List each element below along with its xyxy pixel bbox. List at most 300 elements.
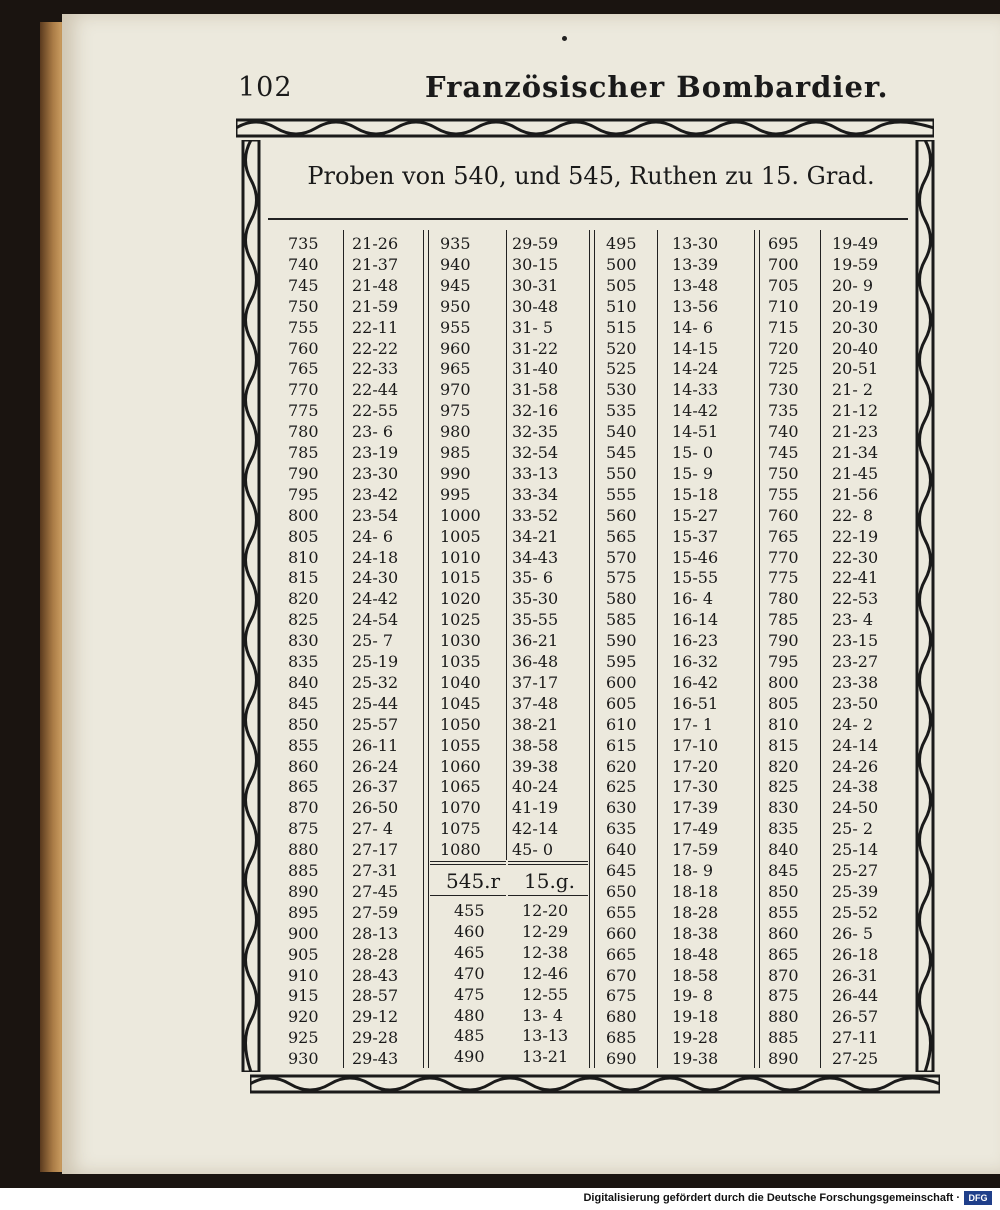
table-cell-angle: 23-30 (352, 463, 399, 483)
footer-credit: Digitalisierung gefördert durch die Deutsche Forschungsgemeinschaft · (583, 1192, 960, 1204)
table-cell-angle: 12-46 (522, 963, 569, 983)
table-cell-angle: 28-13 (352, 923, 399, 943)
table-cell-angle: 14-33 (672, 380, 719, 400)
table-cell-angle: 31-22 (512, 338, 559, 358)
table-cell-distance: 730 (768, 380, 799, 400)
table-cell-distance: 745 (288, 275, 319, 295)
table-cell-distance: 1065 (440, 777, 481, 797)
table-cell-distance: 885 (768, 1028, 799, 1048)
table-cell-angle: 26-57 (832, 1007, 879, 1027)
table-cell-angle: 26-50 (352, 798, 399, 818)
table-cell-angle: 27- 4 (352, 819, 394, 839)
table-cell-angle: 29-59 (512, 234, 559, 253)
table-cell-angle: 14-42 (672, 401, 719, 421)
table-cell-distance: 505 (606, 275, 637, 295)
table-cell-angle: 27-25 (832, 1049, 879, 1069)
table-cell-angle: 22-53 (832, 589, 879, 609)
table-cell-distance: 960 (440, 338, 471, 358)
table-cell-angle: 23-19 (352, 443, 399, 462)
table-cell-angle: 26-18 (832, 944, 879, 964)
table-cell-distance: 680 (606, 1007, 637, 1027)
table-cell-distance: 475 (454, 984, 485, 1004)
table-cell-distance: 1000 (440, 505, 481, 525)
dfg-logo: DFG (964, 1191, 992, 1205)
page-number: 102 (238, 72, 293, 103)
table-cell-distance: 950 (440, 296, 471, 316)
table-cell-distance: 695 (768, 234, 799, 253)
table-cell-angle: 38-58 (512, 735, 559, 755)
table-cell-distance: 915 (288, 986, 319, 1006)
table-cell-distance: 535 (606, 401, 637, 421)
table-cell-angle: 17-20 (672, 756, 719, 776)
table-cell-distance: 760 (768, 505, 799, 525)
table-cell-angle: 25-32 (352, 672, 399, 692)
table-cell-angle: 26-31 (832, 965, 879, 985)
table-cell-angle: 37-48 (512, 693, 559, 713)
table-cell-angle: 27-11 (832, 1028, 879, 1048)
table-cell-angle: 38-21 (512, 714, 559, 734)
table-cell-distance: 1045 (440, 693, 481, 713)
table-cell-distance: 830 (288, 631, 319, 651)
table-cell-angle: 23-15 (832, 631, 879, 651)
table-cell-angle: 14-51 (672, 422, 719, 442)
table-cell-angle: 24-14 (832, 735, 879, 755)
table-cell-angle: 24-54 (352, 610, 399, 630)
table-cell-angle: 22-30 (832, 547, 879, 567)
table-cell-distance: 565 (606, 526, 637, 546)
table-cell-distance: 670 (606, 965, 637, 985)
table-cell-distance: 620 (606, 756, 637, 776)
table-cell-angle: 13-21 (522, 1047, 569, 1067)
table-cell-angle: 33-52 (512, 505, 559, 525)
table-cell-angle: 24- 6 (352, 526, 394, 546)
table-cell-distance: 830 (768, 798, 799, 818)
table-cell-distance: 875 (288, 819, 319, 839)
table-cell-angle: 17-39 (672, 798, 719, 818)
table-cell-distance: 975 (440, 401, 471, 421)
table-cell-distance: 965 (440, 359, 471, 379)
table-cell-distance: 895 (288, 902, 319, 922)
table-cell-angle: 17-59 (672, 840, 719, 860)
table-cell-distance: 525 (606, 359, 637, 379)
table-cell-distance: 920 (288, 1007, 319, 1027)
table-cell-distance: 865 (288, 777, 319, 797)
table-cell-angle: 18-18 (672, 881, 719, 901)
table-cell-angle: 16-51 (672, 693, 719, 713)
table-cell-distance: 720 (768, 338, 799, 358)
table-cell-distance: 890 (768, 1049, 799, 1069)
table-cell-angle: 14-24 (672, 359, 719, 379)
table-cell-distance: 500 (606, 254, 637, 274)
table-cell-distance: 900 (288, 923, 319, 943)
table-cell-angle: 22-11 (352, 317, 399, 337)
table-cell-distance: 770 (768, 547, 799, 567)
table-cell-angle: 29-43 (352, 1049, 399, 1069)
table-cell-distance: 625 (606, 777, 637, 797)
table-cell-angle: 17- 1 (672, 714, 714, 734)
table-cell-distance: 1005 (440, 526, 481, 546)
table-cell-angle: 13-48 (672, 275, 719, 295)
table-cell-distance: 870 (288, 798, 319, 818)
table-cell-distance: 755 (768, 484, 799, 504)
table-cell-distance: 795 (288, 484, 319, 504)
table-cell-angle: 21-37 (352, 254, 399, 274)
table-cell-distance: 780 (288, 422, 319, 442)
table-cell-distance: 910 (288, 965, 319, 985)
table-cell-angle: 19-49 (832, 234, 879, 253)
table-cell-angle: 21-45 (832, 463, 879, 483)
table-cell-angle: 18-48 (672, 944, 719, 964)
table-cell-angle: 31-40 (512, 359, 559, 379)
table-cell-distance: 970 (440, 380, 471, 400)
table-cell-angle: 26- 5 (832, 923, 874, 943)
table-cell-angle: 19-18 (672, 1007, 719, 1027)
table-cell-distance: 810 (288, 547, 319, 567)
table-cell-angle: 23-42 (352, 484, 399, 504)
table-cell-distance: 605 (606, 693, 637, 713)
table-cell-angle: 20-40 (832, 338, 879, 358)
table-cell-angle: 24-18 (352, 547, 399, 567)
table-cell-distance: 955 (440, 317, 471, 337)
table-cell-angle: 14- 6 (672, 317, 714, 337)
table-cell-distance: 775 (288, 401, 319, 421)
table-cell-distance: 595 (606, 652, 637, 671)
table-cell-distance: 510 (606, 296, 637, 316)
table-cell-angle: 15-27 (672, 505, 719, 525)
table-cell-distance: 545 (606, 443, 637, 462)
table-cell-angle: 22-55 (352, 401, 399, 421)
table-cell-angle: 25-52 (832, 902, 879, 922)
table-cell-angle: 30-31 (512, 275, 559, 295)
table-cell-distance: 1035 (440, 652, 481, 671)
table-cell-distance: 645 (606, 861, 637, 880)
table-cell-distance: 760 (288, 338, 319, 358)
table-cell-distance: 825 (768, 777, 799, 797)
table-cell-distance: 540 (606, 422, 637, 442)
table-cell-distance: 480 (454, 1005, 485, 1025)
table-cell-distance: 905 (288, 944, 319, 964)
table-cell-angle: 21-26 (352, 234, 399, 253)
table-cell-angle: 29-28 (352, 1028, 399, 1048)
table-cell-distance: 815 (288, 568, 319, 588)
table-cell-angle: 13- 4 (522, 1005, 564, 1025)
table-cell-angle: 19-38 (672, 1049, 719, 1069)
table-cell-distance: 615 (606, 735, 637, 755)
table-cell-angle: 26-37 (352, 777, 399, 797)
table-cell-distance: 455 (454, 901, 485, 920)
table-cell-distance: 1055 (440, 735, 481, 755)
table-cell-angle: 19-28 (672, 1028, 719, 1048)
table-cell-angle: 24-42 (352, 589, 399, 609)
table-cell-distance: 745 (768, 443, 799, 462)
table-cell-angle: 17-30 (672, 777, 719, 797)
table-cell-angle: 34-43 (512, 547, 559, 567)
table-cell-distance: 655 (606, 902, 637, 922)
table-cell-distance: 1040 (440, 672, 481, 692)
table-cell-angle: 23-50 (832, 693, 879, 713)
table-cell-angle: 27-31 (352, 861, 399, 880)
table-cell-angle: 12-55 (522, 984, 569, 1004)
table-cell-angle: 16-42 (672, 672, 719, 692)
table-cell-distance: 980 (440, 422, 471, 442)
table-cell-distance: 635 (606, 819, 637, 839)
table-cell-distance: 1010 (440, 547, 481, 567)
table-cell-angle: 18-58 (672, 965, 719, 985)
table-cell-angle: 24-38 (832, 777, 879, 797)
running-head: Französischer Bombardier. (425, 70, 889, 104)
table-cell-angle: 41-19 (512, 798, 559, 818)
table-cell-distance: 840 (288, 672, 319, 692)
table-cell-distance: 925 (288, 1028, 319, 1048)
table-cell-distance: 735 (288, 234, 319, 253)
table-cell-angle: 16-32 (672, 652, 719, 671)
table-cell-distance: 470 (454, 963, 485, 983)
table-cell-angle: 35-30 (512, 589, 559, 609)
table-cell-angle: 23- 4 (832, 610, 874, 630)
table-cell-angle: 19- 8 (672, 986, 714, 1006)
table-cell-angle: 24-50 (832, 798, 879, 818)
table-cell-angle: 22-19 (832, 526, 879, 546)
table-cell-distance: 690 (606, 1049, 637, 1069)
table-cell-angle: 24- 2 (832, 714, 874, 734)
table-cell-angle: 30-48 (512, 296, 559, 316)
table-cell-angle: 33-13 (512, 463, 559, 483)
table-cell-distance: 995 (440, 484, 471, 504)
table-cell-angle: 13-13 (522, 1026, 569, 1046)
table-cell-angle: 32-35 (512, 422, 559, 442)
table-cell-angle: 23-54 (352, 505, 399, 525)
table-cell-angle: 32-16 (512, 401, 559, 421)
table-cell-distance: 580 (606, 589, 637, 609)
table-cell-distance: 780 (768, 589, 799, 609)
table-cell-distance: 865 (768, 944, 799, 964)
table-cell-distance: 850 (768, 881, 799, 901)
table-cell-distance: 875 (768, 986, 799, 1006)
table-cell-distance: 860 (768, 923, 799, 943)
table-cell-distance: 945 (440, 275, 471, 295)
table-cell-distance: 750 (288, 296, 319, 316)
table-cell-angle: 36-21 (512, 631, 559, 651)
table-cell-angle: 22- 8 (832, 505, 874, 525)
table-cell-angle: 12-20 (522, 901, 569, 920)
table-title: Proben von 540, und 545, Ruthen zu 15. Grad. (307, 162, 875, 190)
table-cell-angle: 26-24 (352, 756, 399, 776)
table-cell-distance: 820 (288, 589, 319, 609)
table-cell-distance: 805 (768, 693, 799, 713)
table-cell-angle: 39-38 (512, 756, 559, 776)
table-cell-angle: 34-21 (512, 526, 559, 546)
table-cell-angle: 21-12 (832, 401, 879, 421)
table-cell-angle: 28-28 (352, 944, 399, 964)
table-cell-distance: 555 (606, 484, 637, 504)
table-cell-angle: 17-49 (672, 819, 719, 839)
table-cell-distance: 990 (440, 463, 471, 483)
table-cell-angle: 25-39 (832, 881, 879, 901)
table-cell-angle: 15-37 (672, 526, 719, 546)
table-cell-distance: 665 (606, 944, 637, 964)
subheading-rule (508, 864, 588, 865)
table-cell-distance: 485 (454, 1026, 485, 1046)
table-cell-angle: 15- 9 (672, 463, 714, 483)
table-cell-distance: 890 (288, 881, 319, 901)
table-cell-angle: 22-41 (832, 568, 879, 588)
table-cell-angle: 21-34 (832, 443, 879, 462)
table-cell-distance: 575 (606, 568, 637, 588)
table-cell-distance: 785 (288, 443, 319, 462)
table-cell-distance: 530 (606, 380, 637, 400)
table-cell-angle: 19-59 (832, 254, 879, 274)
table-cell-distance: 465 (454, 942, 485, 962)
table-cell-angle: 20-51 (832, 359, 879, 379)
table-cell-distance: 560 (606, 505, 637, 525)
table-cell-angle: 24-30 (352, 568, 399, 588)
table-cell-angle: 14-15 (672, 338, 719, 358)
subheading-rule (508, 895, 588, 896)
table-cell-distance: 650 (606, 881, 637, 901)
subheading-ruthen: 545.r (446, 869, 501, 893)
table-cell-angle: 37-17 (512, 672, 559, 692)
table-cell-angle: 30-15 (512, 254, 559, 274)
table-cell-distance: 1050 (440, 714, 481, 734)
table-cell-angle: 21-56 (832, 484, 879, 504)
table-cell-distance: 850 (288, 714, 319, 734)
table-cell-angle: 22-33 (352, 359, 399, 379)
table-cell-angle: 17-10 (672, 735, 719, 755)
table-cell-distance: 930 (288, 1049, 319, 1069)
table-cell-angle: 15- 0 (672, 443, 714, 462)
table-cell-angle: 36-48 (512, 652, 559, 671)
table-cell-angle: 35- 6 (512, 568, 554, 588)
table-cell-distance: 1020 (440, 589, 481, 609)
table-cell-distance: 810 (768, 714, 799, 734)
table-cell-angle: 42-14 (512, 819, 559, 839)
table-cell-angle: 27-17 (352, 840, 399, 860)
table-cell-distance: 765 (288, 359, 319, 379)
table-cell-distance: 845 (768, 861, 799, 880)
table-cell-distance: 855 (288, 735, 319, 755)
table-cell-angle: 35-55 (512, 610, 559, 630)
table-cell-distance: 755 (288, 317, 319, 337)
table-cell-angle: 25-27 (832, 861, 879, 880)
table-cell-distance: 610 (606, 714, 637, 734)
table-cell-distance: 700 (768, 254, 799, 274)
table-cell-angle: 23-38 (832, 672, 879, 692)
table-cell-angle: 23- 6 (352, 422, 394, 442)
table-cell-distance: 1015 (440, 568, 481, 588)
table-cell-distance: 1080 (440, 840, 481, 860)
table-cell-distance: 590 (606, 631, 637, 651)
table-cell-distance: 550 (606, 463, 637, 483)
table-cell-distance: 740 (768, 422, 799, 442)
subheading-rule (430, 895, 506, 896)
table-cell-angle: 25- 7 (352, 631, 394, 651)
table-cell-distance: 735 (768, 401, 799, 421)
table-cell-angle: 23-27 (832, 652, 879, 671)
table-cell-distance: 1030 (440, 631, 481, 651)
table-cell-distance: 460 (454, 921, 485, 941)
table-cell-distance: 835 (768, 819, 799, 839)
table-cell-angle: 29-12 (352, 1007, 399, 1027)
table-cell-angle: 21-59 (352, 296, 399, 316)
table-cell-distance: 880 (768, 1007, 799, 1027)
table-cell-angle: 15-55 (672, 568, 719, 588)
table-cell-distance: 675 (606, 986, 637, 1006)
table-cell-angle: 15-18 (672, 484, 719, 504)
table-cell-distance: 985 (440, 443, 471, 462)
table-cell-distance: 775 (768, 568, 799, 588)
table-cell-angle: 25-44 (352, 693, 399, 713)
table-cell-distance: 785 (768, 610, 799, 630)
subheading-rule (508, 861, 588, 862)
table-cell-distance: 790 (288, 463, 319, 483)
table-cell-angle: 21- 2 (832, 380, 874, 400)
table-cell-distance: 1025 (440, 610, 481, 630)
table-cell-angle: 45- 0 (512, 840, 554, 860)
table-cell-angle: 20-30 (832, 317, 879, 337)
table-cell-distance: 940 (440, 254, 471, 274)
table-cell-angle: 16-23 (672, 631, 719, 651)
table-cell-distance: 805 (288, 526, 319, 546)
table-cell-angle: 33-34 (512, 484, 559, 504)
table-cell-angle: 12-29 (522, 921, 569, 941)
table-cell-distance: 815 (768, 735, 799, 755)
table-cell-angle: 20-19 (832, 296, 879, 316)
table-cell-distance: 600 (606, 672, 637, 692)
table-cell-angle: 18-38 (672, 923, 719, 943)
table-cell-angle: 26-11 (352, 735, 399, 755)
table-cell-angle: 28-57 (352, 986, 399, 1006)
table-cell-angle: 27-59 (352, 902, 399, 922)
table-cell-angle: 16-14 (672, 610, 719, 630)
table-cell-angle: 22-22 (352, 338, 399, 358)
table-cell-distance: 860 (288, 756, 319, 776)
table-cell-distance: 885 (288, 861, 319, 880)
table-cell-distance: 715 (768, 317, 799, 337)
table-cell-angle: 25-14 (832, 840, 879, 860)
table-cell-distance: 880 (288, 840, 319, 860)
table-cell-angle: 13-30 (672, 234, 719, 253)
table-cell-angle: 16- 4 (672, 589, 714, 609)
table-cell-distance: 705 (768, 275, 799, 295)
table-cell-angle: 26-44 (832, 986, 879, 1006)
table-cell-angle: 18-28 (672, 902, 719, 922)
subheading-grad: 15.g. (524, 869, 575, 893)
table-cell-angle: 27-45 (352, 881, 399, 901)
table-cell-distance: 1070 (440, 798, 481, 818)
table-cell-angle: 28-43 (352, 965, 399, 985)
table-cell-angle: 22-44 (352, 380, 399, 400)
table-cell-angle: 40-24 (512, 777, 559, 797)
table-cell-distance: 855 (768, 902, 799, 922)
subheading-rule (430, 864, 506, 865)
table-cell-angle: 18- 9 (672, 861, 714, 880)
table-cell-distance: 790 (768, 631, 799, 651)
table-cell-angle: 32-54 (512, 443, 559, 462)
table-cell-distance: 585 (606, 610, 637, 630)
table-cell-angle: 25- 2 (832, 819, 874, 839)
table-cell-distance: 820 (768, 756, 799, 776)
table-cell-angle: 21-48 (352, 275, 399, 295)
table-cell-distance: 490 (454, 1047, 485, 1067)
table-cell-distance: 660 (606, 923, 637, 943)
table-cell-distance: 835 (288, 652, 319, 671)
table-cell-distance: 640 (606, 840, 637, 860)
table-cell-angle: 13-56 (672, 296, 719, 316)
table-cell-distance: 740 (288, 254, 319, 274)
table-cell-distance: 825 (288, 610, 319, 630)
table-cell-angle: 13-39 (672, 254, 719, 274)
table-cell-distance: 570 (606, 547, 637, 567)
